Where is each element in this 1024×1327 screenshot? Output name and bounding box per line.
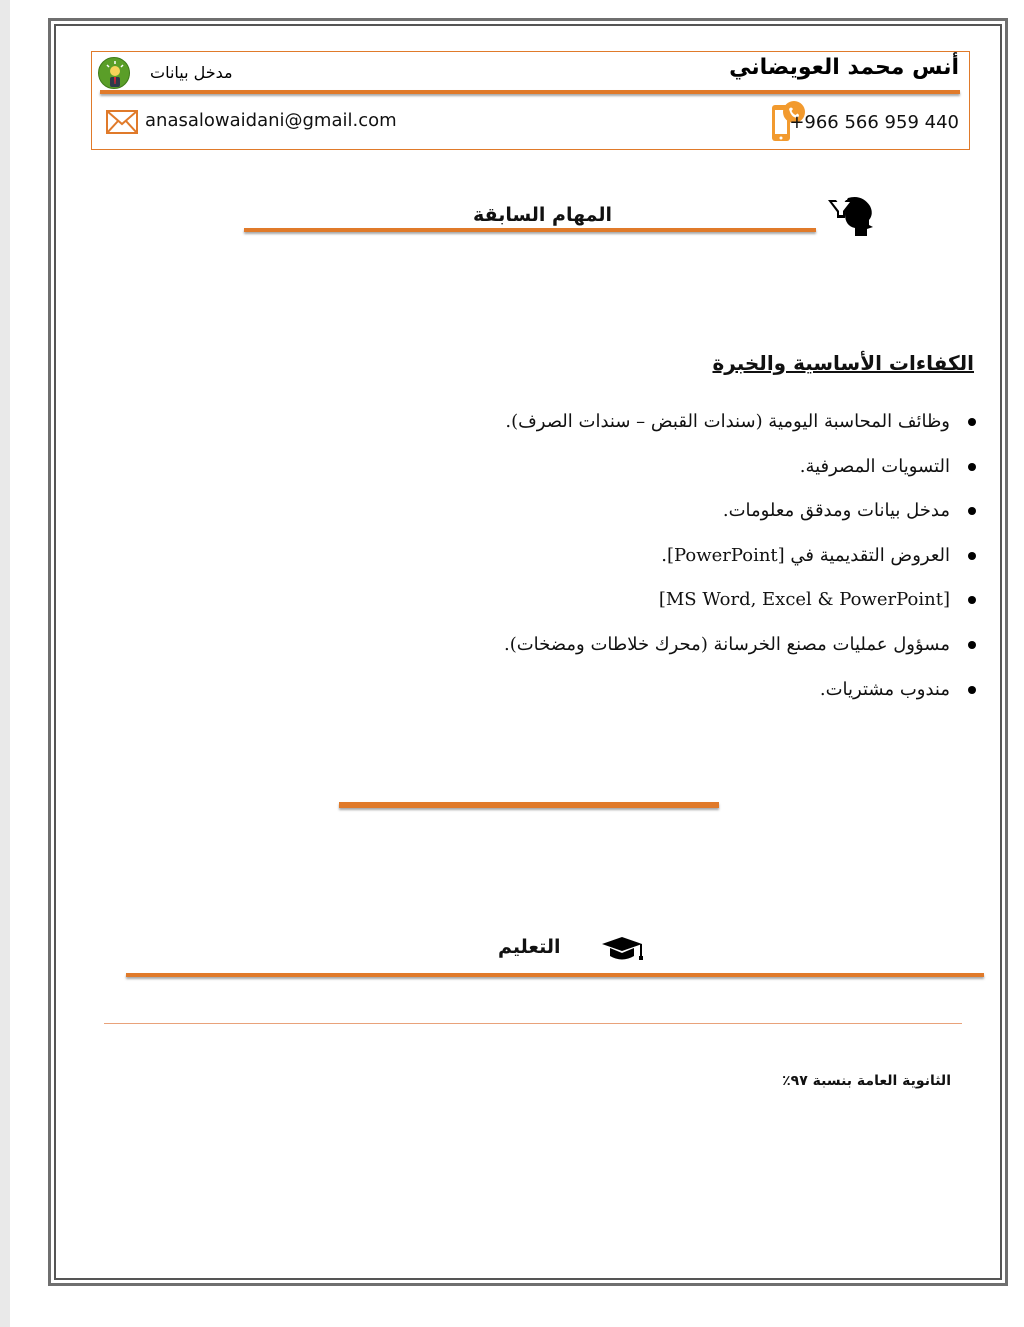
email-address: anasalowaidani@gmail.com	[145, 110, 397, 131]
section-separator-rule	[339, 802, 719, 808]
skill-item: مدخل بيانات ومدقق معلومات.	[376, 489, 976, 534]
education-entry: الثانوية العامة بنسبة ٩٧٪	[782, 1073, 951, 1089]
person-name: أنس محمد العويضاني	[729, 55, 959, 80]
skill-item: التسويات المصرفية.	[376, 445, 976, 490]
avatar-icon	[98, 57, 130, 89]
skills-title: الكفاءات الأساسية والخبرة	[712, 351, 974, 375]
education-thin-rule	[104, 1023, 962, 1024]
skill-item: مسؤول عمليات مصنع الخرسانة (محرك خلاطات ومضخات).	[376, 623, 976, 668]
skill-item: العروض التقديمية في [PowerPoint].	[376, 534, 976, 579]
head-gears-icon	[826, 192, 876, 238]
skill-item: مندوب مشتريات.	[376, 668, 976, 713]
previous-tasks-rule	[244, 228, 816, 232]
graduation-cap-icon	[600, 934, 646, 964]
job-role: مدخل بيانات	[150, 63, 233, 82]
mail-icon	[106, 110, 138, 134]
page-edge-shadow	[0, 0, 10, 1327]
education-rule	[126, 973, 984, 977]
skill-item: وظائف المحاسبة اليومية (سندات القبض – سندات الصرف).	[376, 400, 976, 445]
phone-number: +966 566 959 440	[789, 112, 959, 133]
education-title: التعليم	[498, 936, 561, 958]
skill-item: [MS Word, Excel & PowerPoint]	[376, 578, 976, 623]
header-divider	[100, 90, 960, 94]
previous-tasks-title: المهام السابقة	[473, 204, 613, 226]
skills-list	[376, 400, 976, 712]
